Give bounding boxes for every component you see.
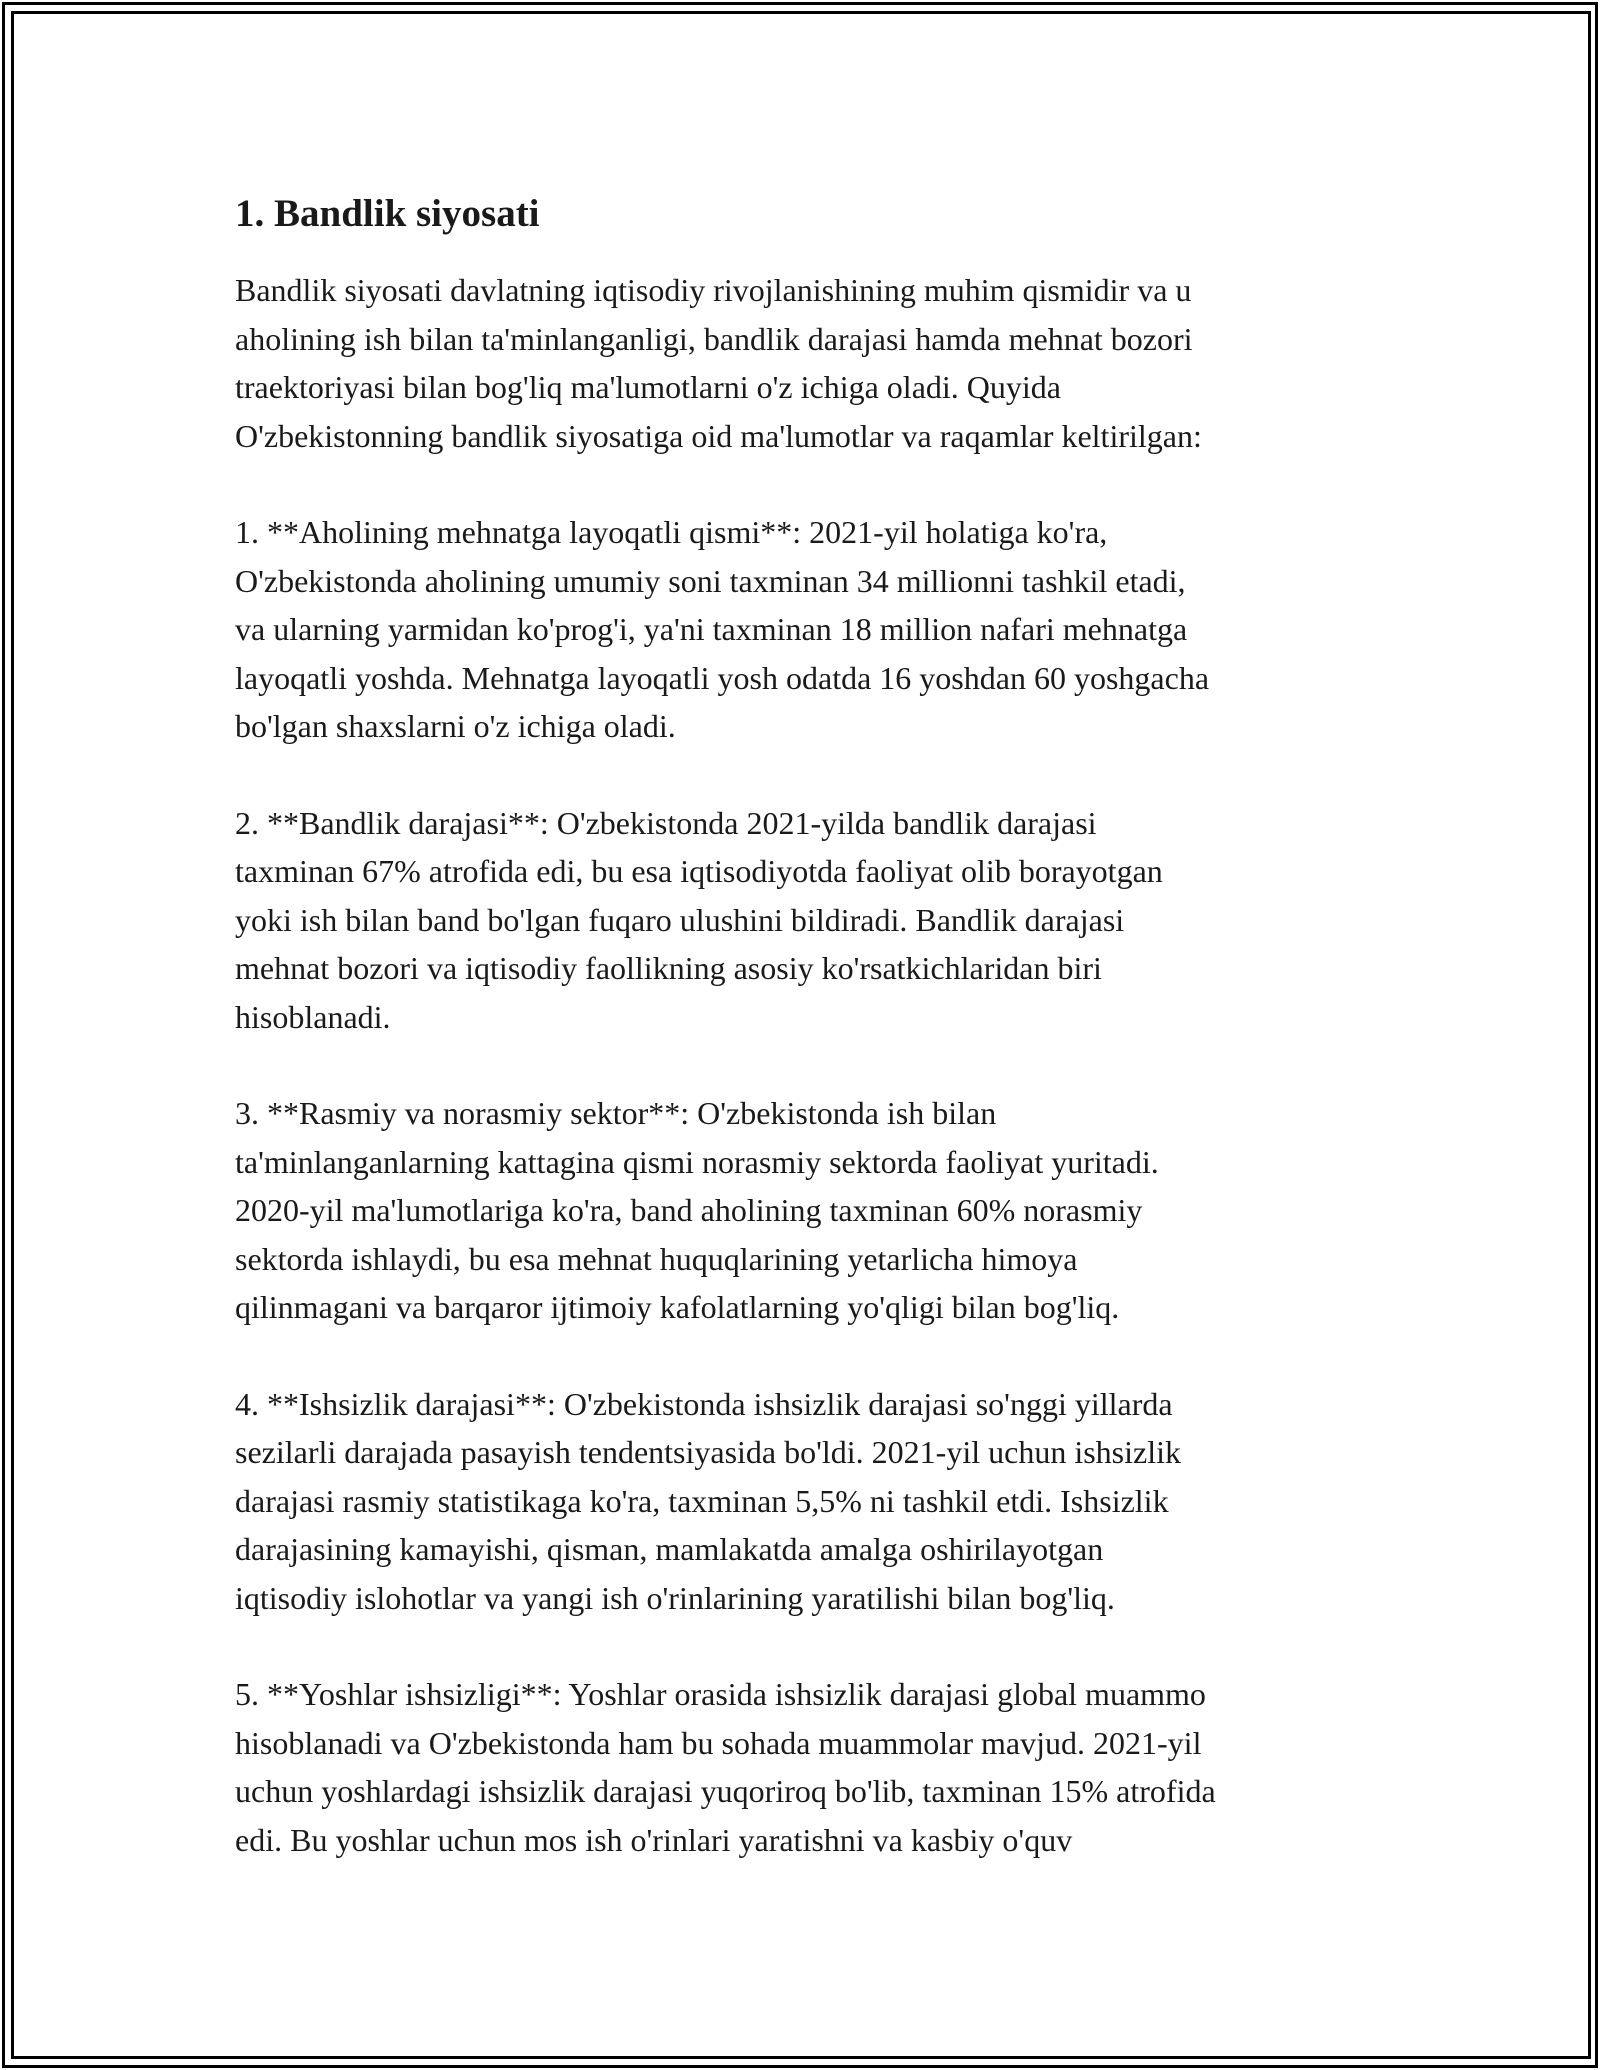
intro-paragraph: Bandlik siyosati davlatning iqtisodiy rivojlanishining muhim qismidir va u aholining ish bilan ta'minlanganligi, bandlik darajasi hamda mehnat bozori traektoriyasi bilan bog'liq ma'lumotlarni o'z ichiga oladi. Quyida O'zbekistonning bandlik siyosatiga oid ma'lumotlar va raqamlar keltirilgan:: [235, 272, 1202, 454]
paragraph-employment-rate: 2. **Bandlik darajasi**: O'zbekistonda 2021-yilda bandlik darajasi taxminan 67% atrofida edi, bu esa iqtisodiyotda faoliyat olib borayotgan yoki ish bilan band bo'lgan fuqaro ulushini bildiradi. Bandlik darajasi mehnat bozori va iqtisodiy faollikning asosiy ko'rsatkichlaridan biri hisoblanadi.: [235, 804, 1163, 1035]
paragraph-working-age-population: 1. **Aholining mehnatga layoqatli qismi**: 2021-yil holatiga ko'ra, O'zbekistonda aholining umumiy soni taxminan 34 millionni tashkil etadi, va ularning yarmidan ko'prog'i, ya'ni taxminan 18 million nafari mehnatga layoqatli yoshda. Mehnatga layoqatli yosh odatda 16 yoshdan 60 yoshgacha bo'lgan shaxslarni o'z ichiga oladi.: [235, 514, 1210, 744]
document-page: [235, 188, 1385, 1912]
section-heading: 1. Bandlik siyosati: [235, 192, 540, 235]
paragraph-formal-informal-sector: 3. **Rasmiy va norasmiy sektor**: O'zbekistonda ish bilan ta'minlanganlarning kattagina qismi norasmiy sektorda faoliyat yuritadi. 2020-yil ma'lumotlariga ko'ra, band aholining taxminan 60% norasmiy sektorda ishlaydi, bu esa mehnat huquqlarining yetarlicha himoya qilinmagani va barqaror ijtimoiy kafolatlarning yo'qligi bilan bog'liq.: [235, 1095, 1159, 1325]
paragraph-youth-unemployment: 5. **Yoshlar ishsizligi**: Yoshlar orasida ishsizlik darajasi global muammo hisoblanadi va O'zbekistonda ham bu sohada muammolar mavjud. 2021-yil uchun yoshlardagi ishsizlik darajasi yuqoriroq bo'lib, taxminan 15% atrofida edi. Bu yoshlar uchun mos ish o'rinlari yaratishni va kasbiy o'quv: [235, 1676, 1216, 1858]
paragraph-unemployment-rate: 4. **Ishsizlik darajasi**: O'zbekistonda ishsizlik darajasi so'nggi yillarda sezilarli darajada pasayish tendentsiyasida bo'ldi. 2021-yil uchun ishsizlik darajasi rasmiy statistikaga ko'ra, taxminan 5,5% ni tashkil etdi. Ishsizlik darajasining kamayishi, qisman, mamlakatda amalga oshirilayotgan iqtisodiy islohotlar va yangi ish o'rinlarining yaratilishi bilan bog'liq.: [235, 1385, 1181, 1616]
